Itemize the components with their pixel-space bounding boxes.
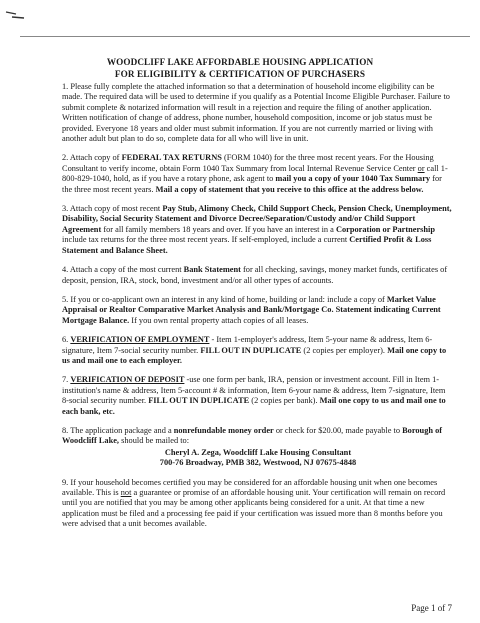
address-line-1: Cheryl A. Zega, Woodcliff Lake Housing Consultant bbox=[164, 447, 352, 457]
paragraph-2: 2. Attach copy of FEDERAL TAX RETURNS (FORM 1040) for the three most recent years. For the Housing Consultant to verify income, obtain Form 1040 Tax Summary from local Internal Revenue Service Center or call 1-800-829-1040, hold, as if you have a rotary phone, ask agent to mail you a copy of your 1040 Tax Summary for the three most recent years. Mail a copy of statement that you receive to this office at the address below. bbox=[62, 153, 448, 194]
page-number: Page 1 of 7 bbox=[411, 603, 452, 613]
paragraph-1: 1. Please fully complete the attached information so that a determination of household income eligibility can be made. The required data will be used to determine if you qualify as a Potential Income Eligible Purchaser. Failure to submit complete & notarized information will result in a rejection and require the filing of another application. Written notification of change of address, phone number, household composition, income or job status must be provided. Everyone 18 years and older must submit information. If you are not currently married or living with another adult but plan to do so, complete data for all who will live in unit. bbox=[62, 82, 450, 144]
paragraph-7: 7. VERIFICATION OF DEPOSIT -use one form per bank, IRA, pension or investment account. Fill in Item 1-institution's name & address, Item 5-account # & information, Item 6-your name & address, Item 7-signature, Item 8-social security number. FILL OUT IN DUPLICATE (2 copies per bank). Mail one copy to us and mail one to each bank, etc. bbox=[62, 375, 446, 416]
header-rule bbox=[20, 36, 470, 37]
document-title bbox=[0, 56, 480, 80]
paragraph-4: 4. Attach a copy of the most current Bank Statement for all checking, savings, money market funds, certificates of deposit, pension, IRA, stock, bond, investment and/or all other types of accounts. bbox=[62, 265, 448, 285]
title-line-1: WOODCLIFF LAKE AFFORDABLE HOUSING APPLICATION bbox=[106, 57, 374, 67]
paragraph-8: 8. The application package and a nonrefundable money order or check for $20.00, made payable to Borough of Woodcliff Lake, should be mailed to: bbox=[62, 425, 443, 446]
paragraph-3: 3. Attach copy of most recent Pay Stub, Alimony Check, Child Support Check, Pension Check, Unemployment, Disability, Social Security Statement and Divorce Decree/Separation/Custody and/or Child Support Agreement for all family members 18 years and over. If you have an interest in a Corporation or Partnership include tax returns for the three most recent years. If self-employed, include a current Certified Profit & Loss Statement and Balance Sheet. bbox=[62, 204, 452, 255]
mailing-address bbox=[62, 448, 454, 469]
title-line-2: FOR ELIGIBILITY & CERTIFICATION OF PURCHASERS bbox=[114, 69, 366, 79]
paragraph-5: 5. If you or co-applicant own an interest in any kind of home, building or land: include a copy of Market Value Appraisal or Realtor Comparative Market Analysis and Bank/Mortgage Co. Statement indicating Current Mortgage Balance. If you own rental property attach copies of all leases. bbox=[62, 294, 441, 325]
address-line-2: 700-76 Broadway, PMB 382, Westwood, NJ 07675-4848 bbox=[159, 458, 357, 468]
document-body bbox=[62, 82, 454, 539]
paragraph-9: 9. If your household becomes certified you may be considered for an affordable housing unit when one becomes available. This is not a guarantee or promise of an affordable housing unit. Your certification will remain on record until you are notified that you may be among other applicants being considered for a unit. At that time a new application must be filed and a processing fee paid if your certification was issued more than 8 months before you were advised that a unit becomes available. bbox=[62, 477, 446, 529]
paragraph-6: 6. VERIFICATION OF EMPLOYMENT - Item 1-employer's address, Item 5-your name & address, Item 6-signature, Item 7-social security number. FILL OUT IN DUPLICATE (2 copies per employer). Mail one copy to us and mail one to each employer. bbox=[62, 335, 447, 365]
scan-mark-icon bbox=[4, 8, 26, 22]
